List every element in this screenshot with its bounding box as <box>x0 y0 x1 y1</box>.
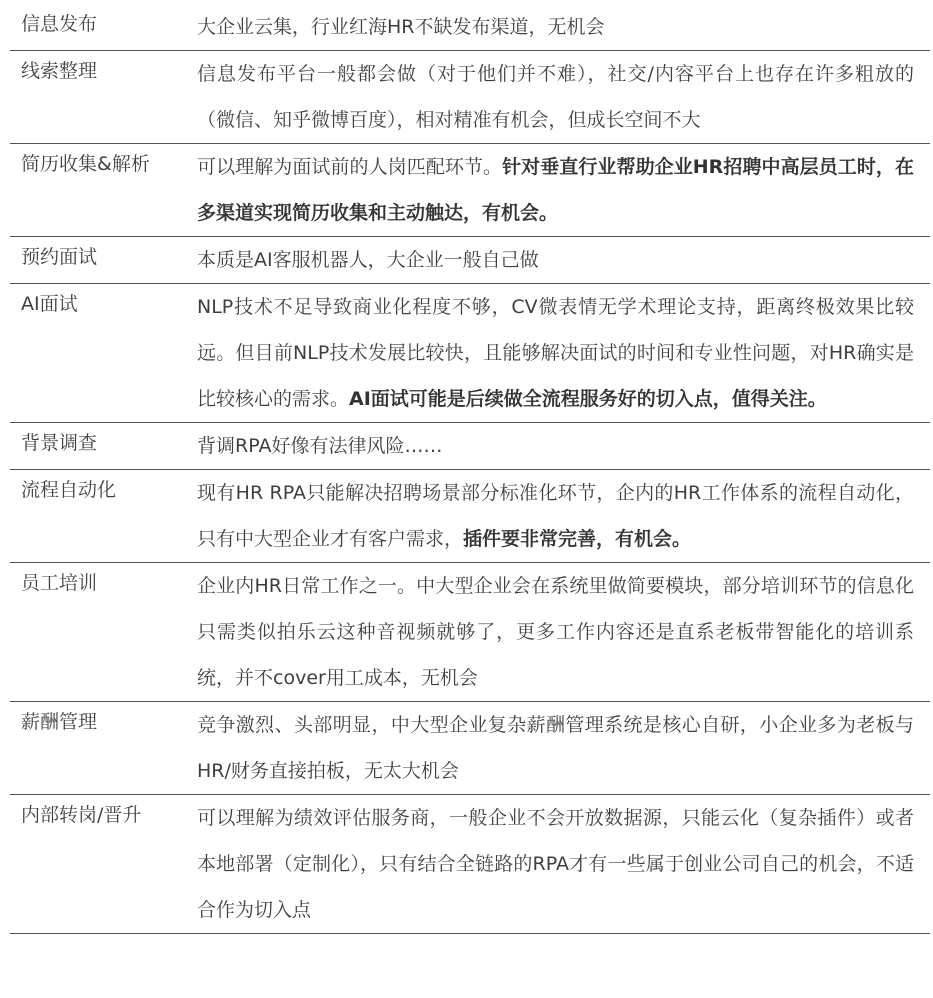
table-row <box>10 4 930 51</box>
assessment-text: 竞争激烈、头部明显，中大型企业复杂薪酬管理系统是核心自研，小企业多为老板与HR/财务直接拍板，无太大机会 <box>197 714 914 782</box>
assessment-cell <box>187 470 930 563</box>
table-row <box>10 284 930 423</box>
assessment-highlight: 针对垂直行业帮助企业HR招聘中高层员工时，在多渠道实现简历收集和主动触达，有机会。 <box>197 156 914 224</box>
assessment-text: NLP技术不足导致商业化程度不够，CV微表情无学术理论支持，距离终极效果比较远。但目前NLP技术发展比较快，且能够解决面试的时间和专业性问题，对HR确实是比较核心的需求。 <box>197 296 914 410</box>
assessment-text: 信息发布平台一般都会做（对于他们并不难），社交/内容平台上也存在许多粗放的（微信、知乎微博百度），相对精准有机会，但成长空间不大 <box>197 63 914 131</box>
assessment-cell <box>187 563 930 702</box>
assessment-text: 企业内HR日常工作之一。中大型企业会在系统里做简要模块，部分培训环节的信息化只需类似拍乐云这种音视频就够了，更多工作内容还是直系老板带智能化的培训系统，并不cover用工成本，无机会 <box>197 575 914 689</box>
stage-cell: 简历收集&解析 <box>10 144 187 237</box>
stage-cell: 预约面试 <box>10 237 187 284</box>
assessment-cell <box>187 237 930 284</box>
table-row <box>10 795 930 934</box>
assessment-cell <box>187 51 930 144</box>
table-row <box>10 144 930 237</box>
table-row <box>10 423 930 470</box>
stage-cell: 员工培训 <box>10 563 187 702</box>
assessment-cell <box>187 144 930 237</box>
assessment-cell <box>187 4 930 51</box>
table-row <box>10 470 930 563</box>
assessment-cell <box>187 702 930 795</box>
table-row <box>10 237 930 284</box>
stage-cell: 流程自动化 <box>10 470 187 563</box>
stage-cell: AI面试 <box>10 284 187 423</box>
assessment-cell <box>187 795 930 934</box>
assessment-text: 大企业云集，行业红海HR不缺发布渠道，无机会 <box>197 16 605 38</box>
assessment-text: 现有HR RPA只能解决招聘场景部分标准化环节，企内的HR工作体系的流程自动化，只有中大型企业才有客户需求， <box>197 482 914 550</box>
stage-cell: 薪酬管理 <box>10 702 187 795</box>
assessment-highlight: 插件要非常完善，有机会。 <box>463 528 692 550</box>
assessment-cell <box>187 284 930 423</box>
assessment-text: 可以理解为面试前的人岗匹配环节。 <box>197 156 503 178</box>
hr-opportunity-table <box>10 4 930 934</box>
assessment-text: 可以理解为绩效评估服务商，一般企业不会开放数据源，只能云化（复杂插件）或者本地部署（定制化），只有结合全链路的RPA才有一些属于创业公司自己的机会，不适合作为切入点 <box>197 807 914 921</box>
assessment-cell <box>187 423 930 470</box>
table-row <box>10 563 930 702</box>
assessment-text: 本质是AI客服机器人，大企业一般自己做 <box>197 249 539 271</box>
stage-cell: 内部转岗/晋升 <box>10 795 187 934</box>
stage-cell: 线索整理 <box>10 51 187 144</box>
stage-cell: 信息发布 <box>10 4 187 51</box>
assessment-highlight: AI面试可能是后续做全流程服务好的切入点，值得关注。 <box>349 388 827 410</box>
stage-cell: 背景调查 <box>10 423 187 470</box>
assessment-text: 背调RPA好像有法律风险…… <box>197 435 443 457</box>
table-row <box>10 51 930 144</box>
table-row <box>10 702 930 795</box>
